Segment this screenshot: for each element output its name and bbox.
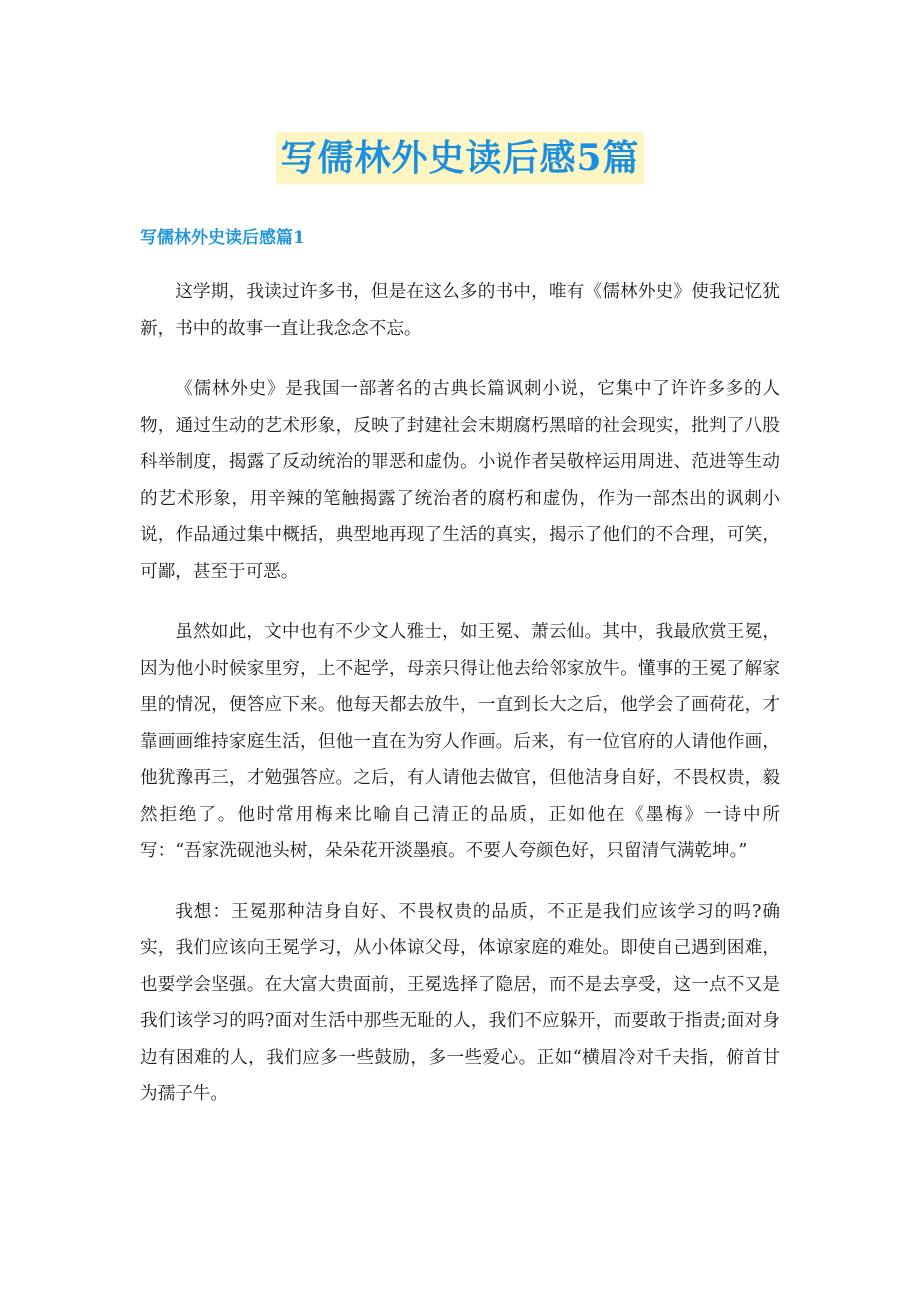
paragraph-4: 我想：王冕那种洁身自好、不畏权贵的品质，不正是我们应该学习的吗?确实，我们应该向王冕学习，从小体谅父母，体谅家庭的难处。即使自己遇到困难，也要学会坚强。在大富大贵面前，王冕选择了隐居，而不是去享受，这一点不又是我们该学习的吗?面对生活中那些无耻的人，我们不应躲开，而要敢于指责;面对身边有困难的人，我们应多一些鼓励，多一些爱心。正如“横眉冷对千夫指，俯首甘为孺子牛。 (140, 901, 780, 1104)
paragraph-2: 《儒林外史》是我国一部著名的古典长篇讽刺小说，它集中了许许多多的人物，通过生动的艺术形象，反映了封建社会末期腐朽黑暗的社会现实，批判了八股科举制度，揭露了反动统治的罪恶和虚伪。小说作者吴敬梓运用周进、范进等生动的艺术形象，用辛辣的笔触揭露了统治者的腐朽和虚伪，作为一部杰出的讽刺小说，作品通过集中概括，典型地再现了生活的真实，揭示了他们的不合理，可笑，可鄙，甚至于可恶。 (140, 379, 780, 582)
document-title: 写儒林外史读后感5篇 (276, 132, 643, 184)
document-body (140, 274, 780, 1137)
title-container (0, 132, 920, 184)
section-heading: 写儒林外史读后感篇1 (140, 228, 305, 248)
paragraph-3: 虽然如此，文中也有不少文人雅士，如王冕、萧云仙。其中，我最欣赏王冕，因为他小时候家里穷，上不起学，母亲只得让他去给邻家放牛。懂事的王冕了解家里的情况，便答应下来。他每天都去放牛，一直到长大之后，他学会了画荷花，才靠画画维持家庭生活，但他一直在为穷人作画。后来，有一位官府的人请他作画，他犹豫再三，才勉强答应。之后，有人请他去做官，但他洁身自好，不畏权贵，毅然拒绝了。他时常用梅来比喻自己清正的品质，正如他在《墨梅》一诗中所写：“吾家洗砚池头树，朵朵花开淡墨痕。不要人夸颜色好，只留清气满乾坤。” (140, 622, 780, 861)
paragraph-1: 这学期，我读过许多书，但是在这么多的书中，唯有《儒林外史》使我记忆犹新，书中的故事一直让我念念不忘。 (140, 282, 780, 339)
